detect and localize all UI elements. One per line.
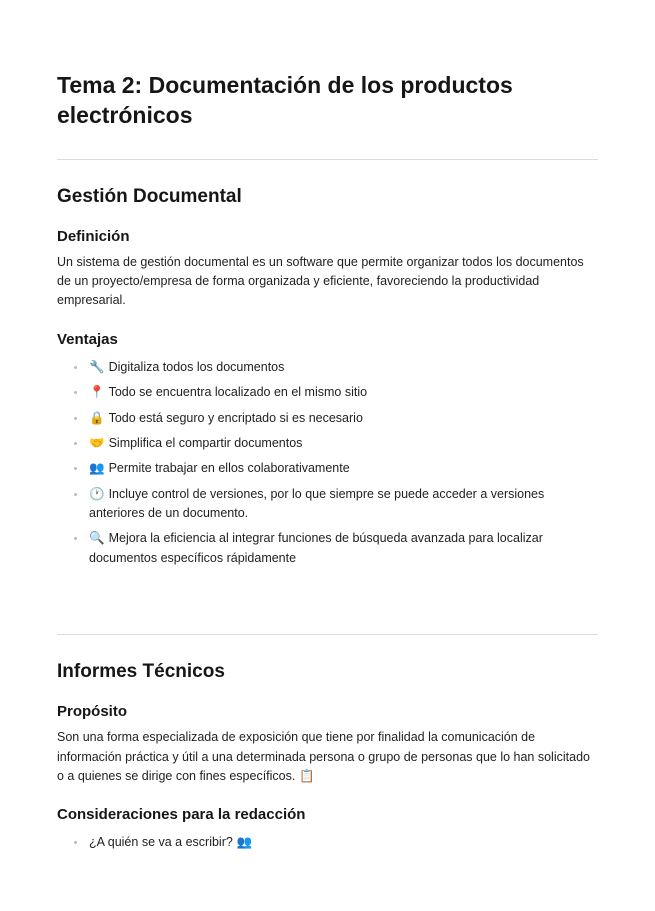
- section-spacer: [57, 586, 598, 608]
- list-item-digitaliza: [87, 358, 598, 377]
- list-item-text: Incluye control de versiones, por lo que siempre se puede acceder a versiones anteriores de un documento.: [89, 486, 545, 521]
- round-pushpin-icon: 📍: [89, 385, 105, 400]
- magnifying-glass-icon: 🔍: [89, 531, 105, 546]
- ventajas-list: [57, 358, 598, 568]
- paragraph-definicion: Un sistema de gestión documental es un software que permite organizar todos los documentos de un proyecto/empresa de forma organizada y eficiente, favoreciendo la productividad empresarial.: [57, 254, 584, 308]
- lock-icon: 🔒: [89, 410, 105, 425]
- list-item-seguro: [87, 409, 598, 428]
- list-item-localizado: [87, 383, 598, 402]
- section-heading-gestion-documental: Gestión Documental: [57, 185, 242, 207]
- list-item-colaborativo: [87, 459, 598, 478]
- list-item-text: ¿A quién se va a escribir?: [89, 835, 233, 850]
- subheading-ventajas: Ventajas: [57, 330, 118, 348]
- people-icon: 👥: [89, 461, 105, 476]
- people-icon: 👥: [236, 835, 253, 850]
- list-item-a-quien: [87, 833, 598, 852]
- list-item-text: Todo se encuentra localizado en el mismo sitio: [108, 385, 368, 400]
- list-item-text: Simplifica el compartir documentos: [108, 435, 303, 450]
- consideraciones-list: [57, 833, 598, 852]
- list-item-compartir: [87, 434, 598, 453]
- handshake-icon: 🤝: [89, 435, 105, 450]
- list-item-busqueda: [87, 529, 598, 568]
- clipboard-icon: 📋: [299, 768, 315, 783]
- paragraph-proposito: [57, 728, 598, 786]
- wrench-icon: 🔧: [89, 359, 105, 374]
- paragraph-proposito-text: Son una forma especializada de exposición que tiene por finalidad la comunicación de información práctica y útil a una determinada persona o grupo de personas que lo han solicitado o a quienes se dirige con fines específicos.: [57, 730, 590, 783]
- section-heading-informes-tecnicos: Informes Técnicos: [57, 661, 225, 683]
- subheading-proposito: Propósito: [57, 703, 127, 721]
- list-item-versiones: [87, 485, 598, 524]
- clock-icon: 🕐: [89, 486, 105, 501]
- divider-middle: [57, 634, 598, 635]
- list-item-text: Digitaliza todos los documentos: [108, 359, 285, 374]
- subheading-definicion: Definición: [57, 227, 130, 245]
- divider-top: [57, 159, 598, 160]
- list-item-text: Permite trabajar en ellos colaborativamente: [108, 461, 350, 476]
- subheading-consideraciones: Consideraciones para la redacción: [57, 806, 306, 824]
- page-title: Tema 2: Documentación de los productos electrónicos: [57, 72, 513, 129]
- list-item-text: Todo está seguro y encriptado si es necesario: [108, 410, 363, 425]
- list-item-text: Mejora la eficiencia al integrar funciones de búsqueda avanzada para localizar documentos específicos rápidamente: [89, 531, 543, 565]
